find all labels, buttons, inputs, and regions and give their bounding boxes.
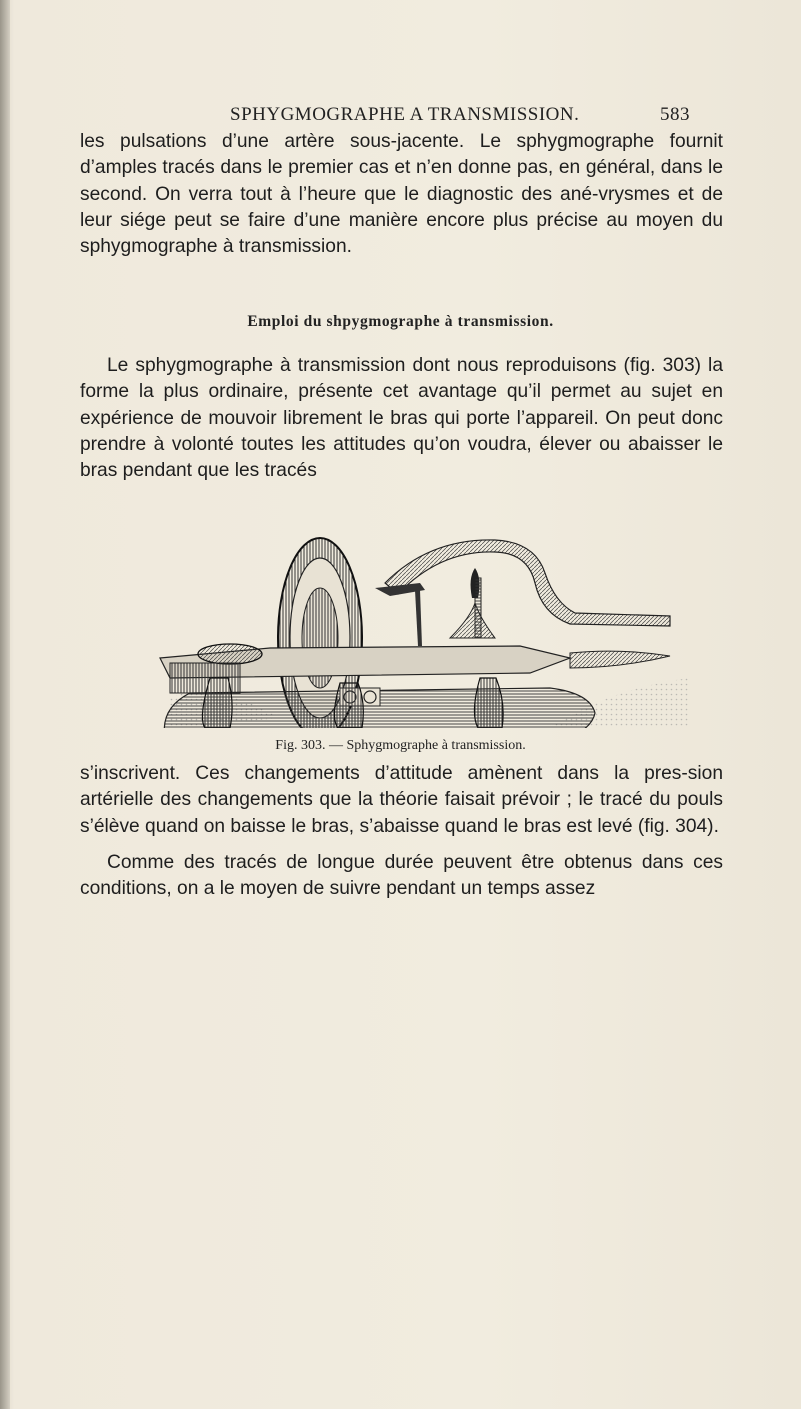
- figure-caption: Fig. 303. — Sphygmographe à transmission.: [275, 738, 526, 753]
- book-gutter: [0, 0, 10, 1409]
- paragraph-4-text: Comme des tracés de longue durée peuvent être obtenus dans ces conditions, on a le moyen de suivre pendant un temps assez: [80, 852, 723, 900]
- paragraph-2-text: Le sphygmographe à transmission dont nous reproduisons (fig. 303) la forme la plus ordinaire, présente cet avantage qu’il permet au sujet en expérience de mouvoir librement le bras qui porte l’appareil. On peut donc prendre à volonté toutes les attitudes qu’on voudra, élever ou abaisser le bras pendant que les tracés: [80, 355, 723, 482]
- paragraph-1: les pulsations d’une artère sous-jacente. Le sphygmographe fournit d’amples tracés dans le premier cas et n’en donne pas, en général, dans le second. On verra tout à l’heure que le diagnostic des ané-vrysmes et de leur siége peut se faire d’une manière encore plus précise au moyen du sphygmographe à transmission.: [80, 131, 723, 258]
- section-heading: Emploi du shpygmographe à transmission.: [247, 313, 554, 330]
- paragraph-2: [80, 353, 723, 484]
- paragraph-4: [80, 850, 723, 903]
- paragraph-3: s’inscrivent. Ces changements d’attitude amènent dans la pres-sion artérielle des changements que la théorie faisait prévoir ; le tracé du pouls s’élève quand on baisse le bras, s’abaisse quand le bras est levé (fig. 304).: [80, 763, 723, 837]
- figure-illustration: [150, 528, 690, 728]
- page-number: 583: [660, 104, 690, 125]
- sphygmograph-engraving-icon: [150, 528, 690, 728]
- running-head-title: SPHYGMOGRAPHE A TRANSMISSION.: [230, 104, 580, 125]
